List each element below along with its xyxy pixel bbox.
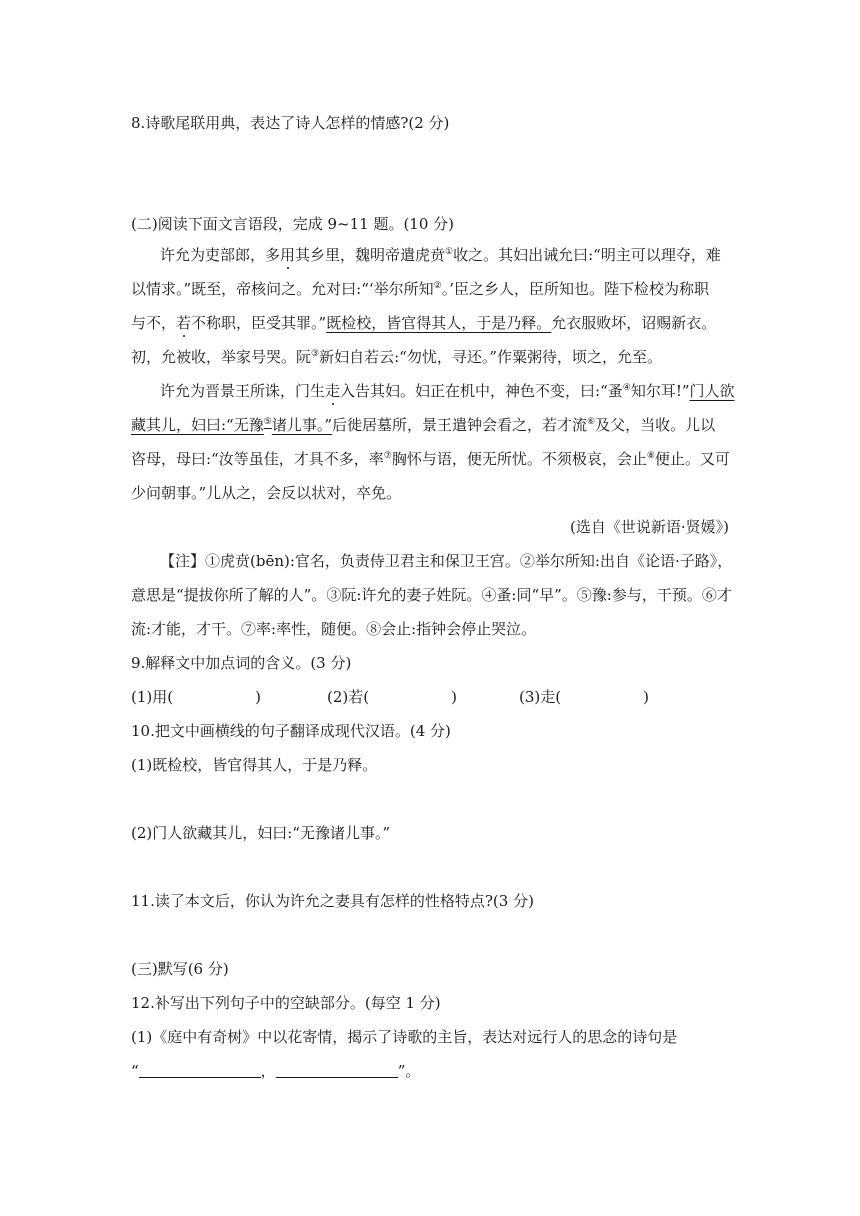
note-ref: ⑤ [263,417,272,427]
dotted-word: 走 [325,382,341,400]
dotted-word: 若 [176,314,192,332]
note-ref: ② [433,281,442,291]
underlined-sentence: 门人欲 [689,382,735,400]
passage-line: 许允为晋景王所诛，门生走入告其妇。妇正在机中，神色不变，曰:“蚤④知尔耳!”门人欲 [160,382,735,400]
q9-item-1: (1)用( ) [131,688,261,706]
passage-line: 许允为吏部郎，多用其乡里，魏明帝遣虎贲①收之。其妇出诫允曰:“明主可以理夺，难 [160,246,721,264]
annotation-line: 【注】①虎贲(bēn):官名，负责侍卫君主和保卫王宫。②举尔所知:出自《论语·子路》， [160,552,733,570]
source-citation: (选自《世说新语·贤媛》) [570,518,729,536]
dotted-word: 用 [280,246,296,264]
question-12: 12.补写出下列句子中的空缺部分。(每空 1 分) [131,994,441,1012]
note-ref: ⑧ [646,451,655,461]
underlined-sentence: 藏其儿，妇曰:“无豫 [131,416,264,434]
annotation-line: 意思是“提拔你所了解的人”。③阮:许允的妻子姓阮。④蚤:同“早”。⑤豫:参与，干预。⑥才 [131,586,732,604]
passage-line: 咨母，母曰:“汝等虽佳，才具不多，率⑦胸怀与语，便无所忧。不须极哀，会止⑧便止。又可 [131,450,730,468]
passage-line: 以情求。”既至，帝核问之。允对曰:“‘举尔所知②。’臣之乡人，臣所知也。陛下检校为称职 [131,280,710,298]
section-3-heading: (三)默写(6 分) [131,960,229,978]
passage-line: 少问朝事。”儿从之，会反以状对，卒免。 [131,484,402,502]
underlined-sentence: 既检校，皆官得其人，于是乃释。 [326,314,552,332]
q12-fill-line: “ ， ”。 [131,1062,421,1080]
note-ref: ④ [622,383,631,393]
question-9: 9.解释文中加点词的含义。(3 分) [131,654,352,672]
note-ref: ① [445,247,454,257]
q9-item-2: (2)若( ) [327,688,457,706]
passage-line: 与不，若不称职，臣受其罪。”既检校，皆官得其人，于是乃释。允衣服败坏，诏赐新衣。 [131,314,717,332]
annotation-line: 流:才能，才干。⑦率:率性，随便。⑧会止:指钟会停止哭泣。 [131,620,537,638]
note-ref: ⑥ [587,417,596,427]
note-ref: ③ [311,349,320,359]
q12-item-1: (1)《庭中有奇树》中以花寄情，揭示了诗歌的主旨，表达对远行人的思念的诗句是 [131,1028,678,1046]
note-ref: ⑦ [383,451,392,461]
fill-blank-1[interactable] [139,1063,261,1078]
passage-line: 初，允被收，举家号哭。阮③新妇自若云:“勿忧，寻还。”作粟粥待，顷之，允至。 [131,348,662,366]
fill-blank-2[interactable] [276,1063,398,1078]
question-8: 8.诗歌尾联用典，表达了诗人怎样的情感?(2 分) [131,114,450,132]
q9-item-3: (3)走( ) [519,688,649,706]
q10-sentence-2: (2)门人欲藏其儿，妇曰:“无豫诸儿事。” [131,824,391,842]
section-2-heading: (二)阅读下面文言语段，完成 9~11 题。(10 分) [131,215,454,233]
question-10: 10.把文中画横线的句子翻译成现代汉语。(4 分) [131,722,451,740]
question-11: 11.读了本文后，你认为许允之妻具有怎样的性格特点?(3 分) [131,892,534,910]
q10-sentence-1: (1)既检校，皆官得其人，于是乃释。 [131,756,378,774]
underlined-sentence: 诸儿事。” [271,416,332,434]
passage-line: 藏其儿，妇曰:“无豫⑤诸儿事。”后徙居墓所，景王遣钟会看之，若才流⑥及父，当收。儿以 [131,416,716,434]
